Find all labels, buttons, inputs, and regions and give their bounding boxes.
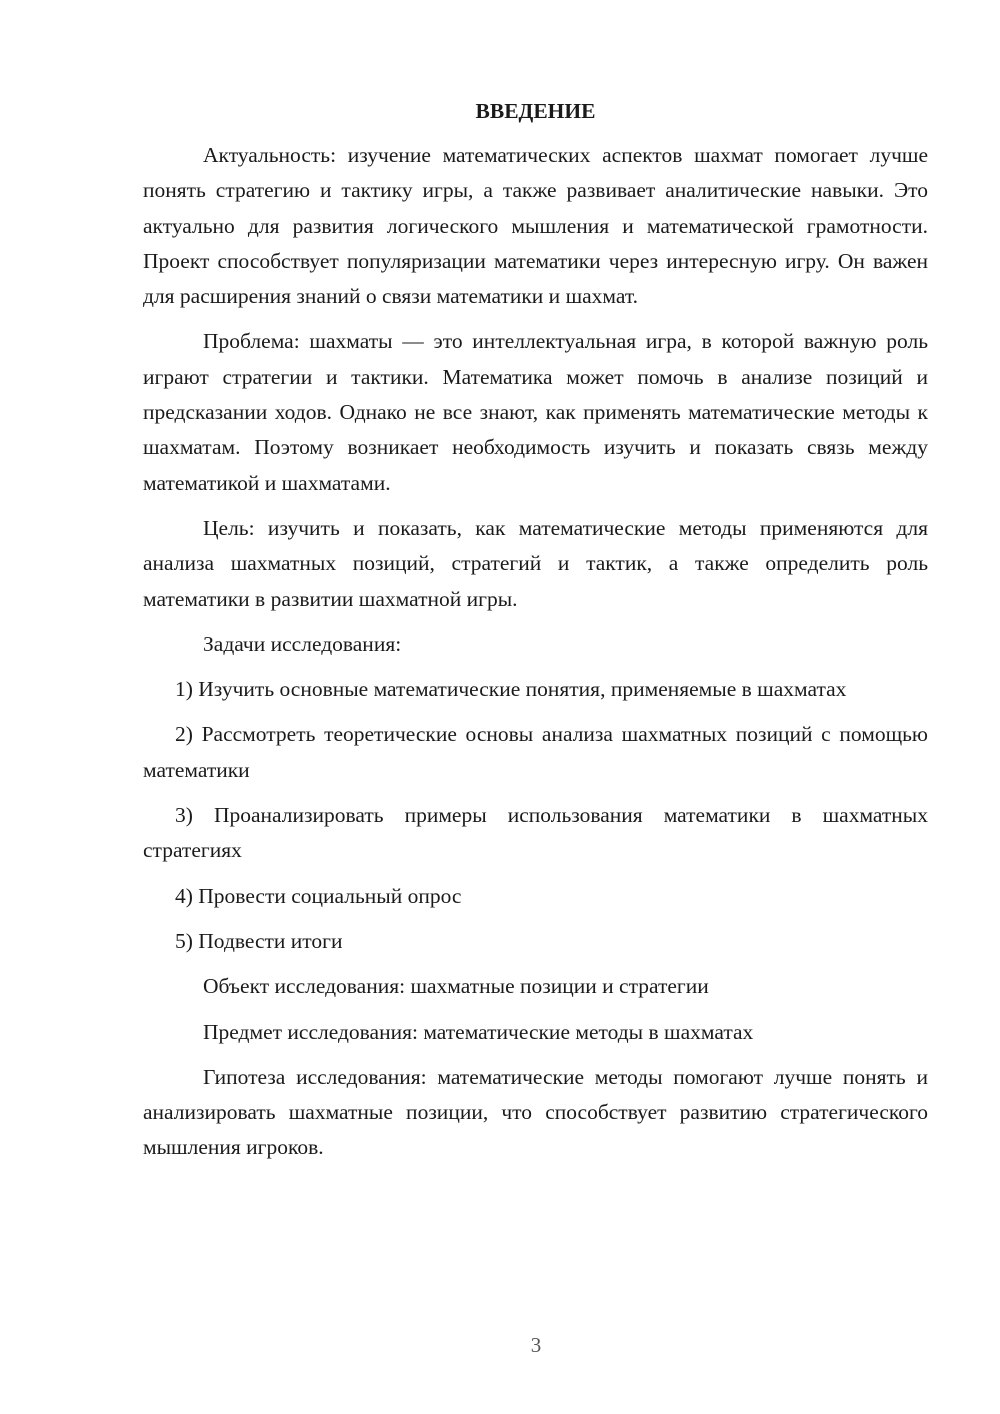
relevance-paragraph: Актуальность: изучение математических аспектов шахмат помогает лучше понять стратегию и тактику игры, а также развивает аналитические навыки. Это актуально для развития логического мышления и математической грамотности. Проект способствует популяризации математики через интересную игру. Он важен для расширения знаний о связи математики и шахмат. bbox=[143, 143, 928, 309]
research-hypothesis: Гипотеза исследования: математические методы помогают лучше понять и анализировать шахматные позиции, что способствует развитию стратегического мышления игроков. bbox=[143, 1064, 928, 1160]
section-title: ВВЕДЕНИЕ bbox=[475, 99, 596, 123]
tasks-heading: Задачи исследования: bbox=[203, 631, 402, 656]
research-object: Объект исследования: шахматные позиции и стратегии bbox=[203, 974, 709, 999]
task-item-2: 2) Рассмотреть теоретические основы анализа шахматных позиций с помощью математики bbox=[143, 722, 928, 782]
task-item-4: 4) Провести социальный опрос bbox=[175, 883, 462, 908]
goal-paragraph: Цель: изучить и показать, как математические методы применяются для анализа шахматных позиций, стратегий и тактик, а также определить роль математики в развитии шахматной игры. bbox=[143, 515, 928, 611]
research-subject: Предмет исследования: математические методы в шахматах bbox=[203, 1019, 754, 1044]
document-page bbox=[143, 96, 928, 1166]
task-item-3: 3) Проанализировать примеры использования математики в шахматных стратегиях bbox=[143, 803, 928, 863]
page-number: 3 bbox=[530, 1333, 542, 1357]
task-item-5: 5) Подвести итоги bbox=[175, 928, 343, 953]
problem-paragraph: Проблема: шахматы — это интеллектуальная игра, в которой важную роль играют стратегии и тактики. Математика может помочь в анализе позиций и предсказании ходов. Однако не все знают, как применять математические методы к шахматам. Поэтому возникает необходимость изучить и показать связь между математикой и шахматами. bbox=[143, 329, 928, 495]
task-item-1: 1) Изучить основные математические понятия, применяемые в шахматах bbox=[175, 677, 847, 702]
